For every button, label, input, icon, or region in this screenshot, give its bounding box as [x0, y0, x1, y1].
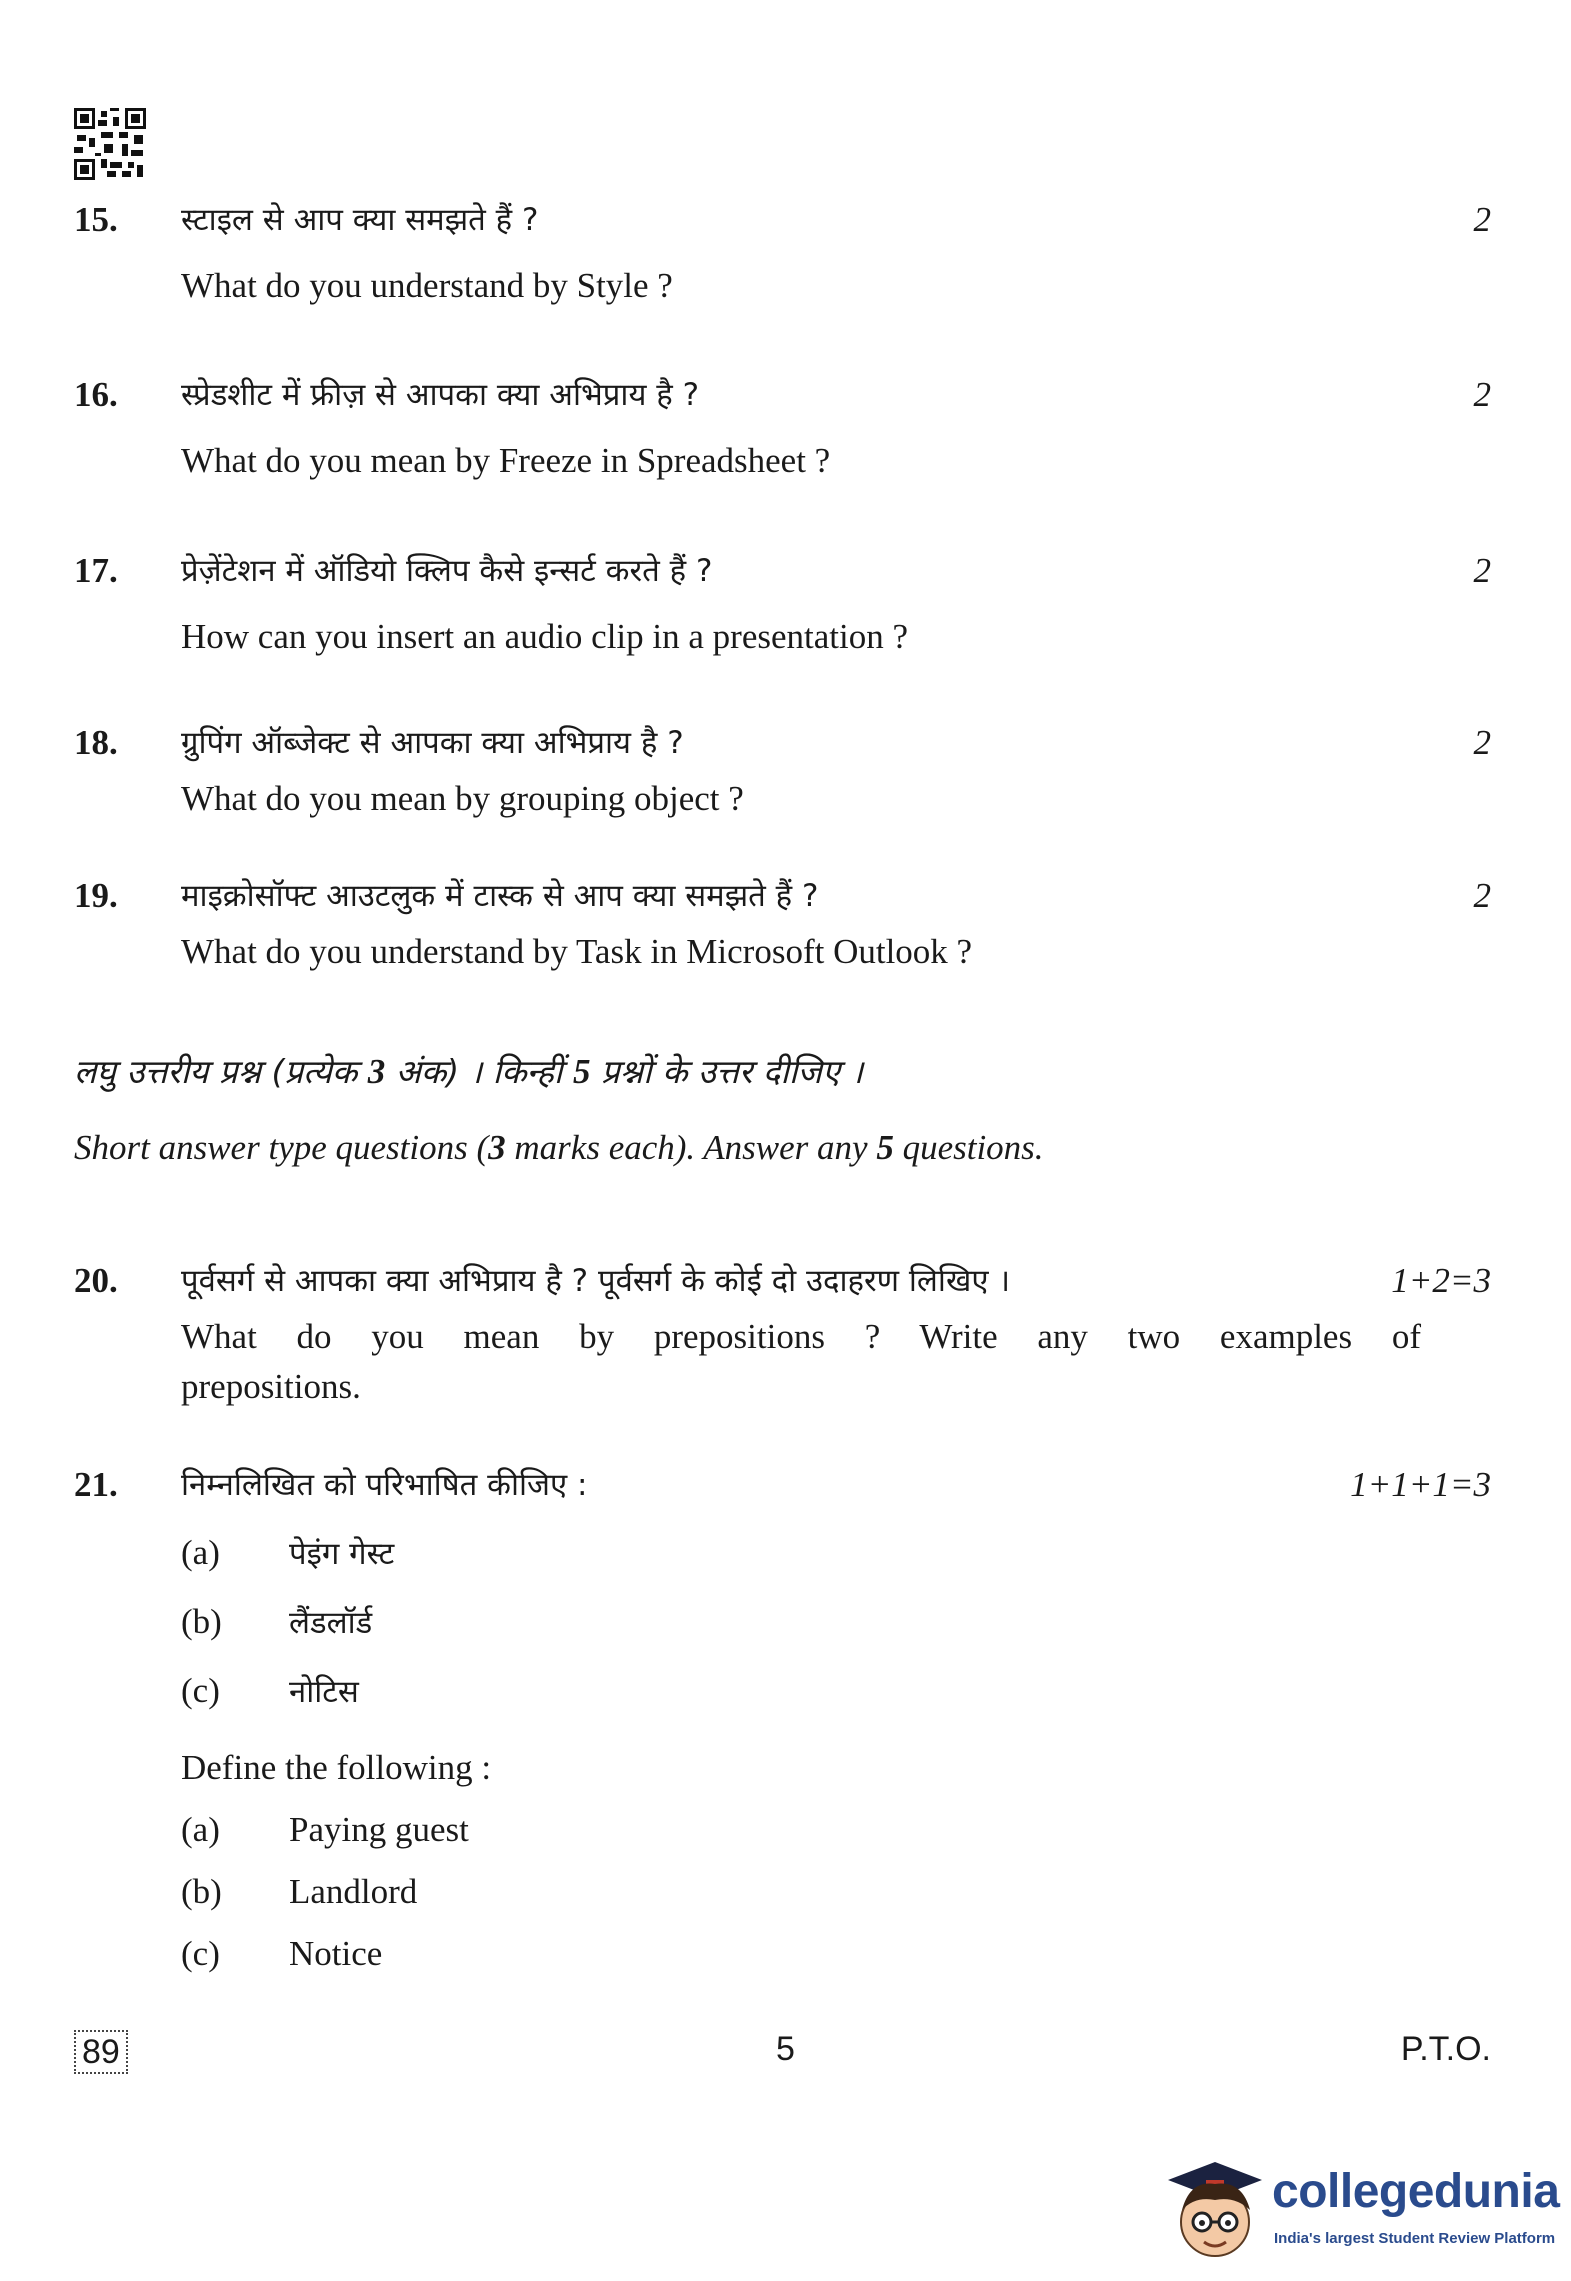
- question-number: 18.: [74, 723, 118, 762]
- section-hindi-count: 5: [572, 1052, 591, 1091]
- question-text-hindi: माइक्रोसॉफ्ट आउटलुक में टास्क से आप क्या समझते हैं ?: [181, 878, 819, 914]
- question-number: 17.: [74, 551, 118, 590]
- question-text-english: What do you understand by Style ?: [181, 266, 673, 305]
- brand-name: collegedunia: [1272, 2165, 1560, 2218]
- page-number: 5: [776, 2030, 795, 2068]
- question-19: [74, 871, 1491, 977]
- question-text-hindi: पूर्वसर्ग से आपका क्या अभिप्राय है ? पूर्वसर्ग के कोई दो उदाहरण लिखिए ।: [181, 1263, 1011, 1299]
- item-text: नोटिस: [289, 1674, 359, 1710]
- question-text-english: How can you insert an audio clip in a presentation ?: [181, 617, 909, 656]
- question-21: [74, 1460, 1491, 1979]
- question-marks: 2: [1473, 876, 1491, 915]
- list-item: [181, 1528, 1421, 1579]
- item-label: (b): [181, 1872, 222, 1911]
- question-marks: 2: [1473, 723, 1491, 762]
- section-heading-hindi: [74, 1048, 1491, 1093]
- section-heading-english: [74, 1128, 1491, 1168]
- item-label: (b): [181, 1602, 222, 1641]
- question-text-english: Define the following :: [181, 1748, 492, 1787]
- question-20: [74, 1256, 1491, 1412]
- question-text-hindi: निम्नलिखित को परिभाषित कीजिए :: [181, 1467, 588, 1503]
- question-text-english: What do you mean by grouping object ?: [181, 779, 744, 818]
- item-text: Notice: [289, 1934, 383, 1973]
- question-text-hindi: स्प्रेडशीट में फ्रीज़ से आपका क्या अभिप्राय है ?: [181, 377, 700, 413]
- question-number: 21.: [74, 1465, 118, 1504]
- section-english-part: questions.: [893, 1128, 1044, 1167]
- question-number: 16.: [74, 375, 118, 414]
- section-hindi-part: अंक) । किन्हीं: [385, 1052, 573, 1091]
- question-text-english: What do you understand by Task in Microsoft Outlook ?: [181, 932, 973, 971]
- question-number: 15.: [74, 200, 118, 239]
- question-18: [74, 718, 1491, 824]
- section-english-part: Short answer type questions (: [74, 1128, 489, 1167]
- question-text-english: What do you mean by Freeze in Spreadsheet ?: [181, 441, 831, 480]
- item-text: पेइंग गेस्ट: [289, 1536, 395, 1572]
- section-hindi-marks: 3: [367, 1052, 386, 1091]
- item-label: (c): [181, 1671, 220, 1710]
- list-item: [181, 1805, 1421, 1855]
- mascot-icon: [1160, 2150, 1270, 2270]
- item-text: Landlord: [289, 1872, 418, 1911]
- item-label: (c): [181, 1934, 220, 1973]
- question-text-hindi: ग्रुपिंग ऑब्जेक्ट से आपका क्या अभिप्राय है ?: [181, 725, 684, 761]
- pto-label: P.T.O.: [1400, 2030, 1491, 2068]
- item-label: (a): [181, 1810, 220, 1849]
- question-marks: 2: [1473, 551, 1491, 590]
- item-text: लैंडलॉर्ड: [289, 1605, 373, 1641]
- list-item: [181, 1867, 1421, 1917]
- list-item: [181, 1666, 1421, 1717]
- question-16: [74, 370, 1491, 486]
- qr-code-icon: [74, 108, 146, 180]
- question-marks: 2: [1473, 375, 1491, 414]
- section-english-marks: 3: [488, 1128, 506, 1167]
- list-item: [181, 1929, 1421, 1979]
- section-hindi-part: लघु उत्तरीय प्रश्न (प्रत्येक: [74, 1052, 368, 1091]
- item-label: (a): [181, 1533, 220, 1572]
- question-marks: 1+1+1=3: [1350, 1465, 1491, 1504]
- question-text-english-line2: prepositions.: [181, 1367, 361, 1406]
- question-text-hindi: स्टाइल से आप क्या समझते हैं ?: [181, 202, 539, 238]
- question-text-english-line1: What do you mean by prepositions ? Write any two examples of: [181, 1317, 1421, 1356]
- paper-code-badge: 89: [74, 2030, 128, 2074]
- item-text: Paying guest: [289, 1810, 469, 1849]
- list-item: [181, 1597, 1421, 1648]
- question-text-hindi: प्रेज़ेंटेशन में ऑडियो क्लिप कैसे इन्सर्ट करते हैं ?: [181, 553, 713, 589]
- question-15: [74, 195, 1491, 311]
- question-number: 20.: [74, 1261, 118, 1300]
- section-english-count: 5: [876, 1128, 894, 1167]
- collegedunia-logo: [1160, 2150, 1560, 2270]
- question-marks: 1+2=3: [1391, 1261, 1491, 1300]
- section-english-part: marks each). Answer any: [505, 1128, 877, 1167]
- question-number: 19.: [74, 876, 118, 915]
- question-17: [74, 546, 1491, 662]
- brand-tagline: India's largest Student Review Platform: [1274, 2230, 1556, 2247]
- section-hindi-part: प्रश्नों के उत्तर दीजिए ।: [590, 1052, 864, 1091]
- question-marks: 2: [1473, 200, 1491, 239]
